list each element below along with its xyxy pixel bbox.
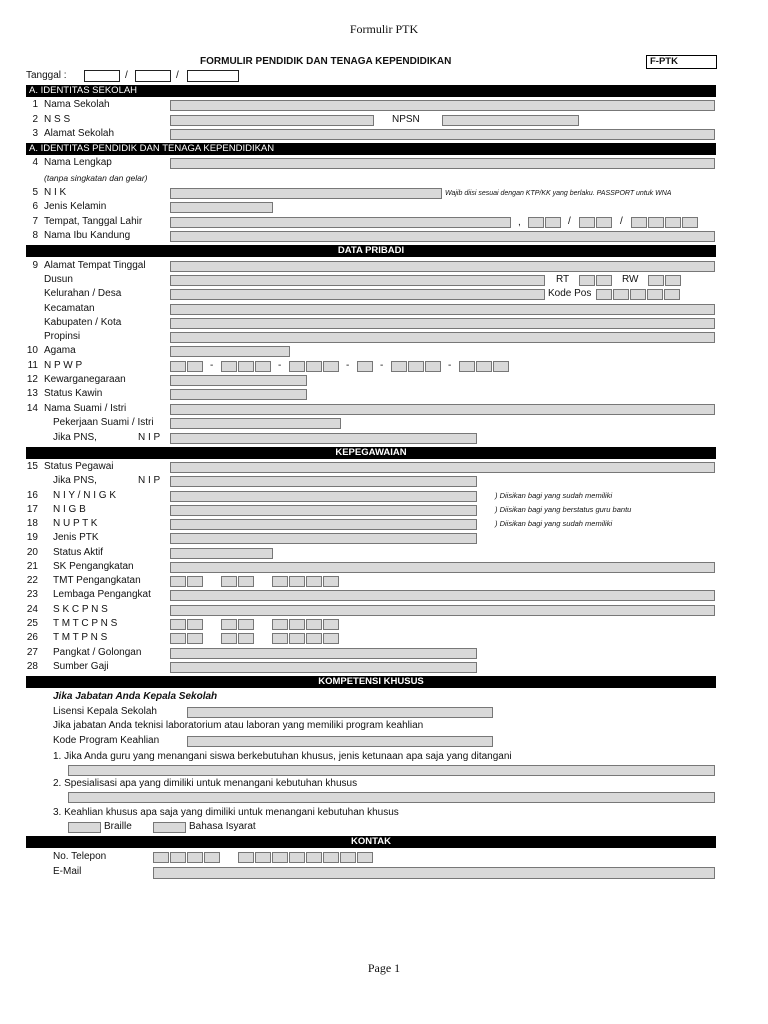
npwp-box[interactable]	[255, 361, 271, 372]
kecamatan-field[interactable]	[170, 304, 715, 315]
suami-istri-field[interactable]	[170, 404, 715, 415]
bln-lahir-box[interactable]	[596, 217, 612, 228]
telepon-box[interactable]	[357, 852, 373, 863]
telepon-box[interactable]	[340, 852, 356, 863]
tmt-box[interactable]	[170, 576, 186, 587]
jenis-ptk-label: Jenis PTK	[53, 532, 99, 543]
tgl-lahir-box[interactable]	[545, 217, 561, 228]
telepon-box[interactable]	[289, 852, 305, 863]
kodepos-box[interactable]	[664, 289, 680, 300]
telepon-box[interactable]	[187, 852, 203, 863]
teknisi-text: Jika jabatan Anda teknisi laboratorium atau laboran yang memiliki program keahlian	[53, 720, 424, 731]
row-number: 10	[26, 345, 38, 356]
pekerjaan-label: Pekerjaan Suami / Istri	[53, 417, 154, 428]
nama-lengkap-label: Nama Lengkap	[44, 157, 112, 168]
section-data-pribadi	[26, 245, 716, 257]
rw-box[interactable]	[648, 275, 664, 286]
npsn-field[interactable]	[442, 115, 579, 126]
dash: -	[448, 360, 452, 371]
sumber-gaji-label: Sumber Gaji	[53, 661, 109, 672]
propinsi-label: Propinsi	[44, 331, 81, 342]
tmt-cpns-box[interactable]	[306, 619, 322, 630]
sk-cpns-field[interactable]	[170, 605, 715, 616]
npwp-box[interactable]	[306, 361, 322, 372]
pangkat-label: Pangkat / Golongan	[53, 647, 142, 658]
nama-sekolah-field[interactable]	[170, 100, 715, 111]
tmt-pns-box[interactable]	[187, 633, 203, 644]
row-number: 11	[27, 360, 38, 371]
status-aktif-label: Status Aktif	[53, 547, 104, 558]
nuptk-field[interactable]	[170, 519, 477, 530]
section-title: KEPEGAWAIAN	[335, 447, 407, 458]
telepon-box[interactable]	[323, 852, 339, 863]
nss-field[interactable]	[170, 115, 374, 126]
bln-lahir-box[interactable]	[579, 217, 595, 228]
section-identitas-sekolah	[26, 85, 716, 97]
ibu-kandung-field[interactable]	[170, 231, 715, 242]
tmt-box[interactable]	[221, 576, 237, 587]
kodepos-box[interactable]	[647, 289, 663, 300]
telepon-box[interactable]	[255, 852, 271, 863]
kodepos-box[interactable]	[630, 289, 646, 300]
tmt-cpns-box[interactable]	[323, 619, 339, 630]
jenis-ptk-field[interactable]	[170, 533, 477, 544]
telepon-box[interactable]	[204, 852, 220, 863]
row-number: 26	[26, 632, 38, 643]
npwp-box[interactable]	[459, 361, 475, 372]
tanggal-day-field[interactable]	[84, 70, 120, 82]
niy-note: ) Diisikan bagi yang sudah memiliki	[495, 491, 613, 500]
row-number: 28	[26, 661, 38, 672]
tmt-cpns-box[interactable]	[238, 619, 254, 630]
row-number: 18	[26, 518, 38, 529]
section-kontak	[26, 836, 716, 848]
tmt-box[interactable]	[289, 576, 305, 587]
row-number: 25	[26, 618, 38, 629]
question-1: 1. Jika Anda guru yang menangani siswa berkebutuhan khusus, jenis ketunaan apa saja yang ditangani	[53, 751, 512, 762]
kecamatan-label: Kecamatan	[44, 303, 95, 314]
thn-lahir-box[interactable]	[648, 217, 664, 228]
nama-sekolah-label: Nama Sekolah	[44, 99, 110, 110]
row-number: 23	[26, 589, 38, 600]
nama-lengkap-field[interactable]	[170, 158, 715, 169]
dash: -	[346, 360, 350, 371]
jenis-kelamin-field[interactable]	[170, 202, 273, 213]
npwp-box[interactable]	[476, 361, 492, 372]
npwp-box[interactable]	[323, 361, 339, 372]
sumber-gaji-field[interactable]	[170, 662, 477, 673]
nuptk-label: N U P T K	[53, 518, 98, 529]
tmt-pns-box[interactable]	[289, 633, 305, 644]
tempat-lahir-field[interactable]	[170, 217, 511, 228]
nik-field[interactable]	[170, 188, 442, 199]
kabupaten-label: Kabupaten / Kota	[44, 317, 122, 328]
row-number: 12	[26, 374, 38, 385]
row-number: 7	[32, 216, 38, 227]
section-title: DATA PRIBADI	[337, 245, 405, 256]
niy-field[interactable]	[170, 491, 477, 502]
npwp-box[interactable]	[408, 361, 424, 372]
tmt-pns-box[interactable]	[272, 633, 288, 644]
row-number: 21	[26, 561, 38, 572]
kodepos-box[interactable]	[596, 289, 612, 300]
comma: ,	[518, 217, 521, 228]
kewarganegaraan-label: Kewarganegaraan	[44, 374, 126, 385]
tmt-box[interactable]	[272, 576, 288, 587]
kode-program-label: Kode Program Keahlian	[53, 735, 160, 746]
row-number: 5	[32, 187, 38, 198]
npwp-box[interactable]	[221, 361, 237, 372]
ketunaan-field[interactable]	[68, 765, 715, 776]
row-number: 6	[32, 201, 38, 212]
agama-label: Agama	[44, 345, 76, 356]
npwp-box[interactable]	[238, 361, 254, 372]
date-slash: /	[568, 216, 571, 227]
row-number: 2	[32, 114, 38, 125]
rt-box[interactable]	[579, 275, 595, 286]
row-number: 1	[32, 99, 38, 110]
thn-lahir-box[interactable]	[631, 217, 647, 228]
rw-box[interactable]	[665, 275, 681, 286]
ttl-label: Tempat, Tanggal Lahir	[44, 216, 143, 227]
lembaga-field[interactable]	[170, 590, 715, 601]
sk-pengangkatan-label: SK Pengangkatan	[53, 561, 134, 572]
nip-label: N I P	[138, 475, 161, 486]
row-number: 15	[26, 461, 38, 472]
tmt-box[interactable]	[187, 576, 203, 587]
tmt-cpns-box[interactable]	[170, 619, 186, 630]
npwp-box[interactable]	[170, 361, 186, 372]
email-label: E-Mail	[53, 866, 82, 877]
bahasa-isyarat-checkbox[interactable]	[153, 822, 186, 833]
dusun-field[interactable]	[170, 275, 545, 286]
npwp-box[interactable]	[187, 361, 203, 372]
thn-lahir-box[interactable]	[665, 217, 681, 228]
tanggal-year-field[interactable]	[187, 70, 239, 82]
npwp-box[interactable]	[425, 361, 441, 372]
date-slash: /	[620, 216, 623, 227]
pekerjaan-field[interactable]	[170, 418, 341, 429]
row-number: 22	[26, 575, 38, 586]
row-number: 4	[32, 157, 38, 168]
npwp-box[interactable]	[493, 361, 509, 372]
nigb-label: N I G B	[53, 504, 86, 515]
npwp-box[interactable]	[289, 361, 305, 372]
telepon-box[interactable]	[170, 852, 186, 863]
tmt-pns-box[interactable]	[221, 633, 237, 644]
telepon-box[interactable]	[153, 852, 169, 863]
row-number: 27	[26, 647, 38, 658]
niy-label: N I Y / N I G K	[53, 490, 116, 501]
npsn-label: NPSN	[392, 114, 420, 125]
row-number: 19	[26, 532, 38, 543]
kodepos-box[interactable]	[613, 289, 629, 300]
section-title: A. IDENTITAS PENDIDIK DAN TENAGA KEPENDIDIKAN	[29, 143, 275, 154]
row-number: 17	[26, 504, 38, 515]
tanggal-label: Tanggal :	[26, 70, 67, 81]
status-aktif-field[interactable]	[170, 548, 273, 559]
agama-field[interactable]	[170, 346, 290, 357]
nip-pasangan-field[interactable]	[170, 433, 477, 444]
braille-label: Braille	[104, 821, 132, 832]
status-kawin-field[interactable]	[170, 389, 307, 400]
tmt-cpns-label: T M T C P N S	[53, 618, 118, 629]
form-code: F-PTK	[646, 55, 717, 69]
nigb-field[interactable]	[170, 505, 477, 516]
tmt-pns-box[interactable]	[306, 633, 322, 644]
lembaga-label: Lembaga Pengangkat	[53, 589, 151, 600]
kabupaten-field[interactable]	[170, 318, 715, 329]
lisensi-label: Lisensi Kepala Sekolah	[53, 706, 157, 717]
question-3: 3. Keahlian khusus apa saja yang dimiliki untuk menangani kebutuhan khusus	[53, 807, 399, 818]
npwp-box[interactable]	[357, 361, 373, 372]
tmt-box[interactable]	[306, 576, 322, 587]
braille-checkbox[interactable]	[68, 822, 101, 833]
kelurahan-field[interactable]	[170, 289, 545, 300]
lisensi-field[interactable]	[187, 707, 493, 718]
alamat-sekolah-label: Alamat Sekolah	[44, 128, 115, 139]
tmt-cpns-box[interactable]	[221, 619, 237, 630]
tmt-pns-box[interactable]	[238, 633, 254, 644]
tgl-lahir-box[interactable]	[528, 217, 544, 228]
nip-field[interactable]	[170, 476, 477, 487]
ibu-kandung-label: Nama Ibu Kandung	[44, 230, 131, 241]
tmt-pns-label: T M T P N S	[53, 632, 108, 643]
propinsi-field[interactable]	[170, 332, 715, 343]
pangkat-field[interactable]	[170, 648, 477, 659]
date-slash: /	[125, 70, 128, 81]
alamat-label: Alamat Tempat Tinggal	[44, 260, 146, 271]
nip-label: N I P	[138, 432, 161, 443]
date-slash: /	[176, 70, 179, 81]
telepon-label: No. Telepon	[53, 851, 107, 862]
document-title: Formulir PTK	[349, 22, 419, 36]
row-number: 16	[26, 490, 38, 501]
tmt-box[interactable]	[238, 576, 254, 587]
section-title: KOMPETENSI KHUSUS	[318, 676, 424, 687]
kepsek-heading: Jika Jabatan Anda Kepala Sekolah	[53, 691, 218, 702]
spesialisasi-field[interactable]	[68, 792, 715, 803]
kelurahan-label: Kelurahan / Desa	[44, 288, 122, 299]
row-number: 20	[26, 547, 38, 558]
section-kepegawaian	[26, 447, 716, 459]
question-2: 2. Spesialisasi apa yang dimiliki untuk menangani kebutuhan khusus	[53, 778, 358, 789]
row-number: 9	[32, 260, 38, 271]
tmt-pengangkatan-label: TMT Pengangkatan	[53, 575, 141, 586]
section-identitas-ptk	[26, 143, 716, 155]
jika-pns-label: Jika PNS,	[53, 475, 97, 486]
dash: -	[380, 360, 384, 371]
nss-label: N S S	[44, 114, 71, 125]
nik-note: Wajib diisi sesuai dengan KTP/KK yang berlaku. PASSPORT untuk WNA	[445, 190, 672, 197]
sk-pengangkatan-field[interactable]	[170, 562, 715, 573]
status-kawin-label: Status Kawin	[44, 388, 103, 399]
rt-label: RT	[556, 274, 570, 285]
telepon-box[interactable]	[306, 852, 322, 863]
rt-box[interactable]	[596, 275, 612, 286]
form-title: FORMULIR PENDIDIK DAN TENAGA KEPENDIDIKAN	[200, 56, 452, 67]
alamat-field[interactable]	[170, 261, 715, 272]
nik-label: N I K	[44, 187, 67, 198]
dash: -	[278, 360, 282, 371]
rw-label: RW	[622, 274, 639, 285]
npwp-box[interactable]	[391, 361, 407, 372]
dash: -	[210, 360, 214, 371]
status-pegawai-field[interactable]	[170, 462, 715, 473]
section-title: A. IDENTITAS SEKOLAH	[29, 85, 138, 96]
status-pegawai-label: Status Pegawai	[44, 461, 114, 472]
nama-note: (tanpa singkatan dan gelar)	[44, 173, 148, 183]
section-kompetensi	[26, 676, 716, 688]
nuptk-note: ) Diisikan bagi yang sudah memiliki	[495, 519, 613, 528]
kewarganegaraan-field[interactable]	[170, 375, 307, 386]
row-number: 14	[26, 403, 38, 414]
tmt-pns-box[interactable]	[323, 633, 339, 644]
kode-program-field[interactable]	[187, 736, 493, 747]
tmt-box[interactable]	[323, 576, 339, 587]
row-number: 24	[26, 604, 38, 615]
kodepos-label: Kode Pos	[548, 288, 592, 299]
tanggal-month-field[interactable]	[135, 70, 171, 82]
thn-lahir-box[interactable]	[682, 217, 698, 228]
row-number: 3	[32, 128, 38, 139]
jika-pns-label: Jika PNS,	[53, 432, 97, 443]
section-title: KONTAK	[351, 836, 391, 847]
bahasa-isyarat-label: Bahasa Isyarat	[189, 821, 256, 832]
npwp-label: N P W P	[44, 360, 83, 371]
email-field[interactable]	[153, 867, 715, 879]
telepon-box[interactable]	[272, 852, 288, 863]
nigb-note: ) Diisikan bagi yang berstatus guru bantu	[495, 505, 632, 514]
tmt-pns-box[interactable]	[170, 633, 186, 644]
tmt-cpns-box[interactable]	[272, 619, 288, 630]
tmt-cpns-box[interactable]	[289, 619, 305, 630]
telepon-box[interactable]	[238, 852, 254, 863]
page-number: Page 1	[367, 961, 401, 975]
row-number: 8	[32, 230, 38, 241]
suami-istri-label: Nama Suami / Istri	[44, 403, 127, 414]
jenis-kelamin-label: Jenis Kelamin	[44, 201, 107, 212]
tmt-cpns-box[interactable]	[187, 619, 203, 630]
dusun-label: Dusun	[44, 274, 73, 285]
row-number: 13	[26, 388, 38, 399]
sk-cpns-label: S K C P N S	[53, 604, 108, 615]
alamat-sekolah-field[interactable]	[170, 129, 715, 140]
